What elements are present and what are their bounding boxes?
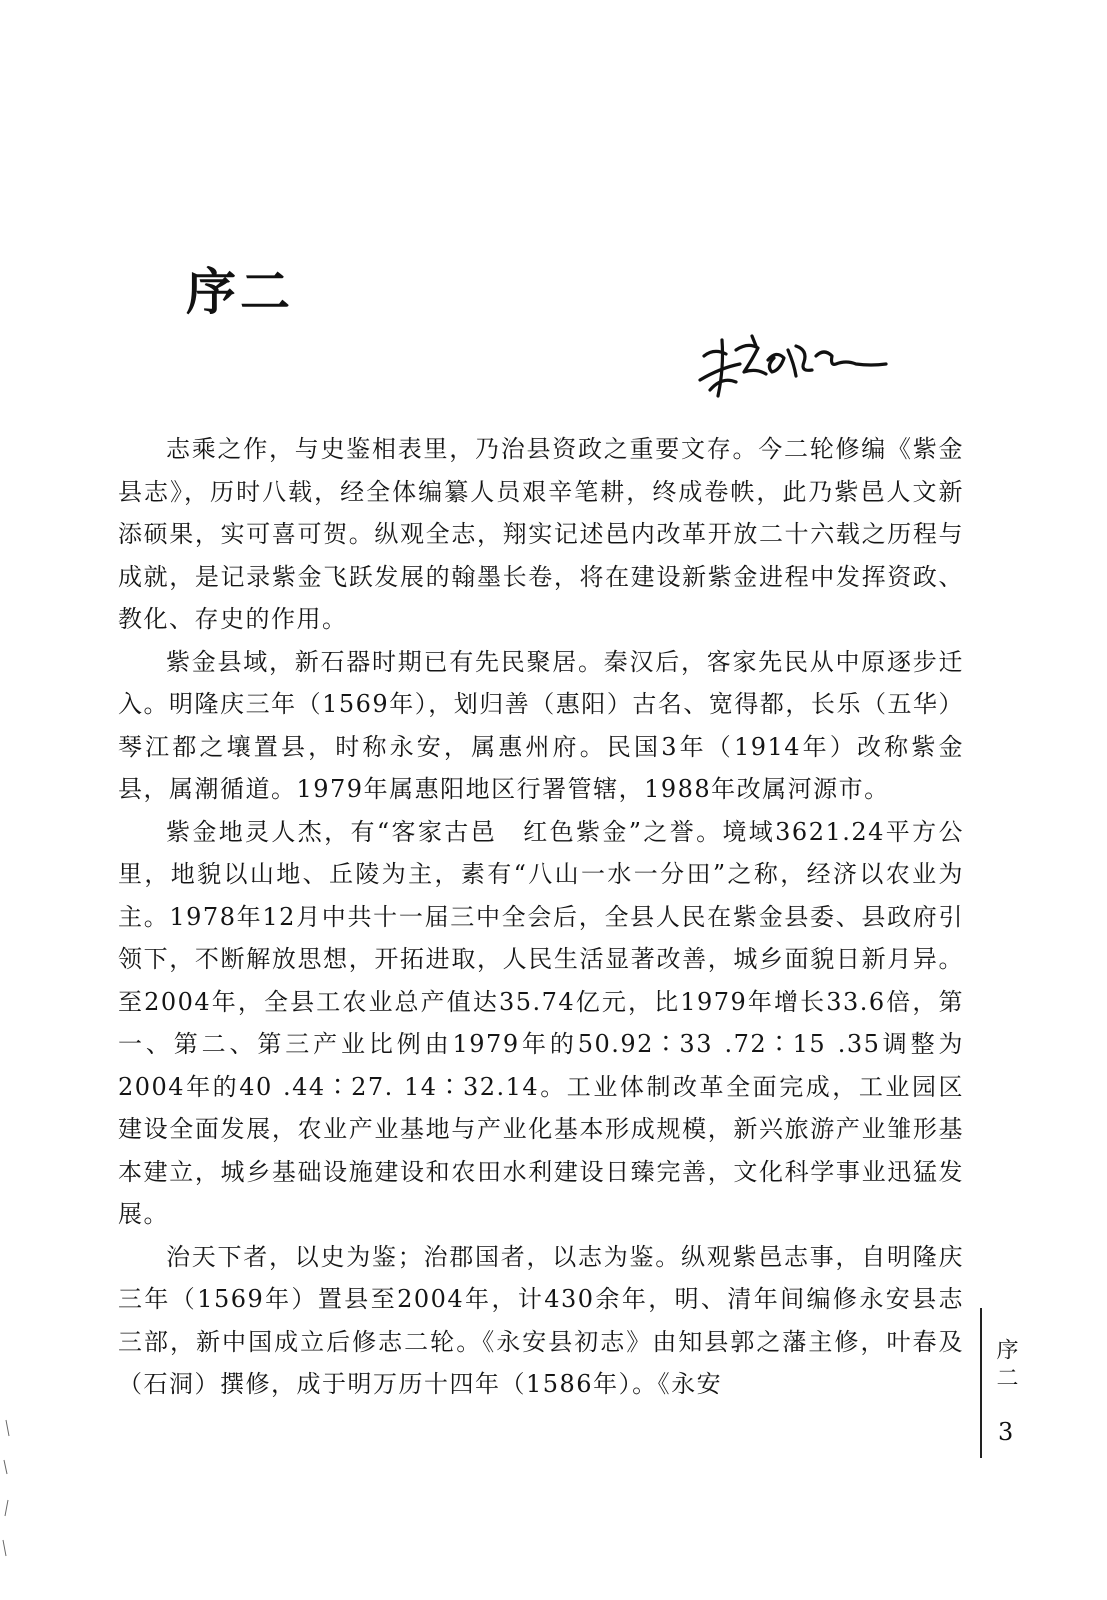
running-head: 序二 bbox=[993, 1338, 1018, 1394]
scan-edge-marks bbox=[0, 0, 14, 1600]
page-title: 序二 bbox=[186, 263, 294, 321]
signature-icon bbox=[696, 320, 896, 410]
margin-rule bbox=[980, 1308, 982, 1458]
body-text bbox=[118, 428, 964, 1406]
paragraph: 治天下者，以史为鉴；治郡国者，以志为鉴。纵观紫邑志事，自明隆庆三年（1569年）置县至2004年，计430余年，明、清年间编修永安县志三部，新中国成立后修志二轮。《永安县初志》由知县郭之藩主修，叶春及（石洞）撰修，成于明万历十四年（1586年）。《永安 bbox=[118, 1242, 964, 1398]
page-number: 3 bbox=[998, 1418, 1014, 1446]
paragraph: 志乘之作，与史鉴相表里，乃治县资政之重要文存。今二轮修编《紫金县志》，历时八载，经全体编纂人员艰辛笔耕，终成卷帙，此乃紫邑人文新添硕果，实可喜可贺。纵观全志，翔实记述邑内改革开放二十六载之历程与成就，是记录紫金飞跃发展的翰墨长卷，将在建设新紫金进程中发挥资政、教化、存史的作用。 bbox=[118, 435, 964, 633]
paragraph: 紫金地灵人杰，有“客家古邑 红色紫金”之誉。境域3621.24平方公里，地貌以山地、丘陵为主，素有“八山一水一分田”之称，经济以农业为主。1978年12月中共十一届三中全会后，全县人民在紫金县委、县政府引领下，不断解放思想，开拓进取，人民生活显著改善，城乡面貌日新月异。至2004年，全县工农业总产值达35.74亿元，比1979年增长33.6倍，第一、第二、第三产业比例由1979年的50.92∶33 .72∶15 .35调整为2004年的40 .44∶27. 14∶32.14。工业体制改革全面完成，工业园区建设全面发展，农业产业基地与产业化基本形成规模，新兴旅游产业雏形基本建立，城乡基础设施建设和农田水利建设日臻完善，文化科学事业迅猛发展。 bbox=[118, 817, 964, 1228]
paragraph: 紫金县域，新石器时期已有先民聚居。秦汉后，客家先民从中原逐步迁入。明隆庆三年（1569年），划归善（惠阳）古名、宽得都，长乐（五华）琴江都之壤置县，时称永安，属惠州府。民国3年（1914年）改称紫金县，属潮循道。1979年属惠阳地区行署管辖，1988年改属河源市。 bbox=[118, 647, 964, 803]
